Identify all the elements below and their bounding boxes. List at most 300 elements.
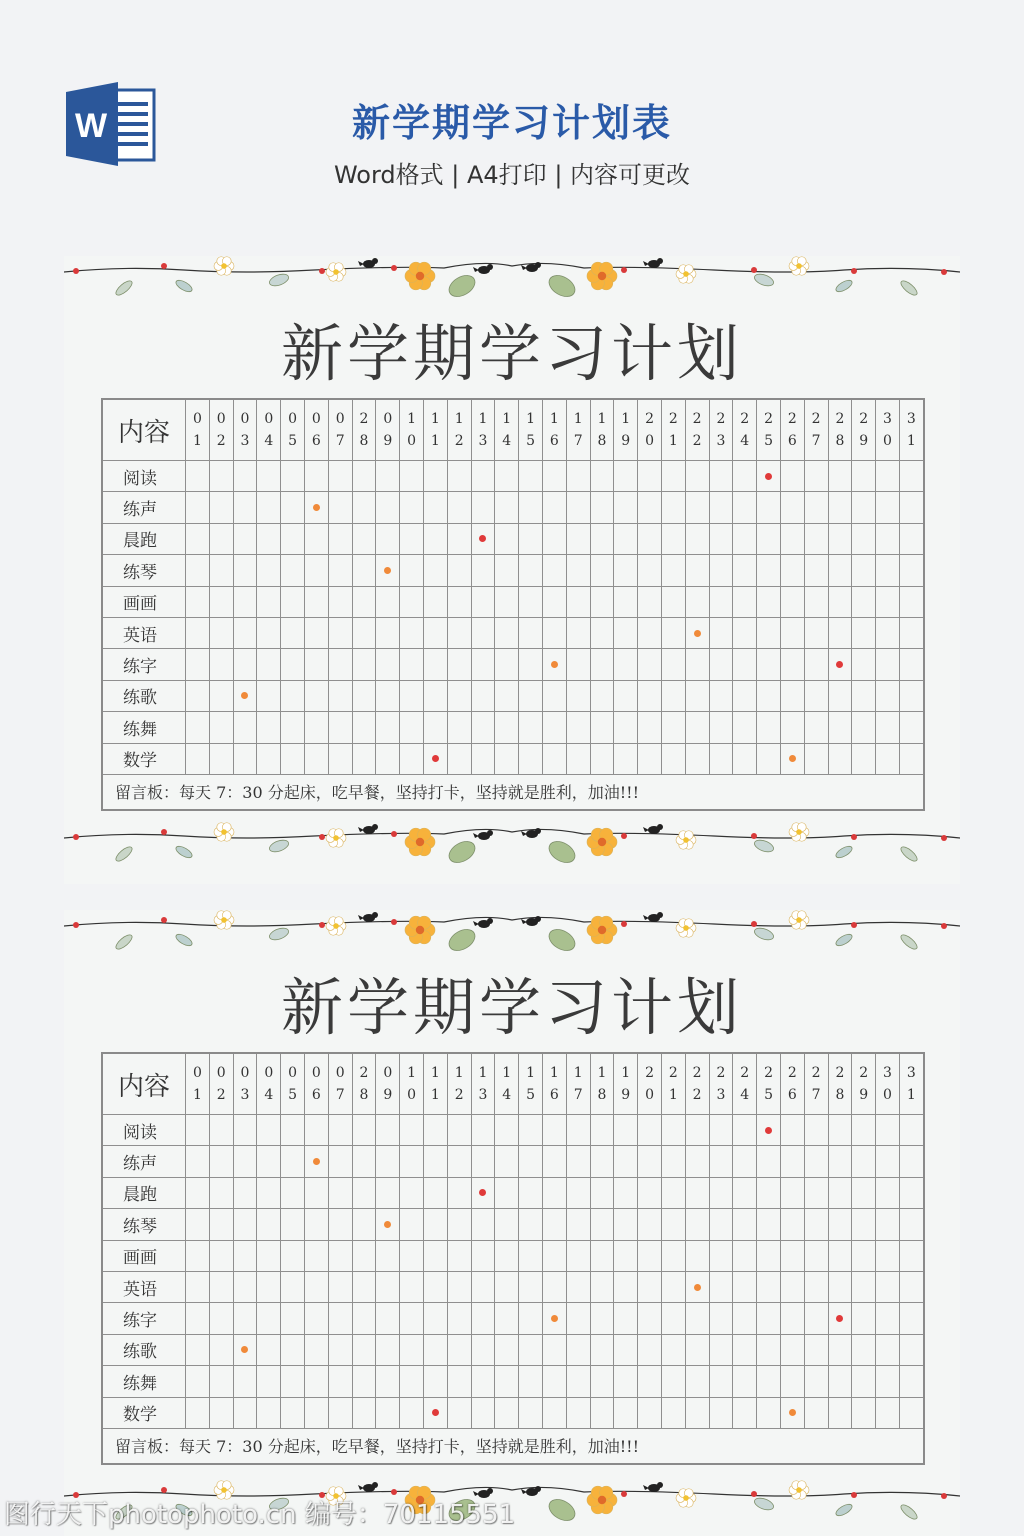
day-cell[interactable]	[328, 712, 352, 743]
day-cell[interactable]	[304, 1146, 328, 1177]
day-cell[interactable]	[400, 1334, 424, 1365]
day-cell[interactable]	[209, 617, 233, 648]
day-cell[interactable]	[233, 492, 257, 523]
day-cell[interactable]	[376, 1115, 400, 1146]
day-cell[interactable]	[495, 649, 519, 680]
day-cell[interactable]	[400, 1177, 424, 1208]
day-cell[interactable]	[471, 680, 495, 711]
day-cell[interactable]	[566, 680, 590, 711]
day-cell[interactable]	[566, 1115, 590, 1146]
day-cell[interactable]	[495, 1146, 519, 1177]
day-cell[interactable]	[876, 1177, 900, 1208]
day-cell[interactable]	[804, 1209, 828, 1240]
day-cell[interactable]	[447, 586, 471, 617]
day-cell[interactable]	[590, 523, 614, 554]
day-cell[interactable]	[209, 523, 233, 554]
day-cell[interactable]	[804, 1397, 828, 1428]
day-cell[interactable]	[328, 649, 352, 680]
day-cell[interactable]	[590, 492, 614, 523]
day-cell[interactable]	[209, 1209, 233, 1240]
day-cell[interactable]	[233, 680, 257, 711]
day-cell[interactable]	[186, 1397, 210, 1428]
day-cell[interactable]	[709, 1177, 733, 1208]
day-cell[interactable]	[566, 617, 590, 648]
day-cell[interactable]	[685, 680, 709, 711]
day-cell[interactable]	[257, 617, 281, 648]
day-cell[interactable]	[209, 1334, 233, 1365]
day-cell[interactable]	[304, 1271, 328, 1302]
day-cell[interactable]	[471, 1177, 495, 1208]
day-cell[interactable]	[281, 461, 305, 492]
day-cell[interactable]	[780, 1271, 804, 1302]
day-cell[interactable]	[780, 1366, 804, 1397]
day-cell[interactable]	[709, 555, 733, 586]
day-cell[interactable]	[899, 461, 923, 492]
day-cell[interactable]	[447, 743, 471, 774]
day-cell[interactable]	[328, 492, 352, 523]
day-cell[interactable]	[186, 1366, 210, 1397]
day-cell[interactable]	[804, 649, 828, 680]
day-cell[interactable]	[685, 712, 709, 743]
day-cell[interactable]	[828, 617, 852, 648]
day-cell[interactable]	[876, 1397, 900, 1428]
day-cell[interactable]	[614, 649, 638, 680]
day-cell[interactable]	[519, 1209, 543, 1240]
day-cell[interactable]	[661, 523, 685, 554]
day-cell[interactable]	[876, 1271, 900, 1302]
day-cell[interactable]	[685, 492, 709, 523]
day-cell[interactable]	[709, 1209, 733, 1240]
day-cell[interactable]	[423, 461, 447, 492]
day-cell[interactable]	[733, 1334, 757, 1365]
day-cell[interactable]	[828, 712, 852, 743]
day-cell[interactable]	[281, 1209, 305, 1240]
day-cell[interactable]	[780, 712, 804, 743]
day-cell[interactable]	[614, 461, 638, 492]
day-cell[interactable]	[209, 649, 233, 680]
day-cell[interactable]	[186, 712, 210, 743]
day-cell[interactable]	[804, 680, 828, 711]
day-cell[interactable]	[828, 1271, 852, 1302]
day-cell[interactable]	[661, 1177, 685, 1208]
day-cell[interactable]	[614, 1366, 638, 1397]
day-cell[interactable]	[828, 1146, 852, 1177]
day-cell[interactable]	[304, 649, 328, 680]
day-cell[interactable]	[780, 461, 804, 492]
day-cell[interactable]	[233, 1271, 257, 1302]
day-cell[interactable]	[257, 1271, 281, 1302]
day-cell[interactable]	[423, 1397, 447, 1428]
day-cell[interactable]	[828, 1240, 852, 1271]
day-cell[interactable]	[590, 1334, 614, 1365]
day-cell[interactable]	[447, 523, 471, 554]
day-cell[interactable]	[566, 1366, 590, 1397]
day-cell[interactable]	[423, 1334, 447, 1365]
day-cell[interactable]	[186, 1115, 210, 1146]
day-cell[interactable]	[209, 743, 233, 774]
day-cell[interactable]	[352, 1240, 376, 1271]
day-cell[interactable]	[757, 1334, 781, 1365]
day-cell[interactable]	[590, 1303, 614, 1334]
day-cell[interactable]	[709, 1334, 733, 1365]
day-cell[interactable]	[352, 743, 376, 774]
day-cell[interactable]	[590, 712, 614, 743]
day-cell[interactable]	[209, 712, 233, 743]
day-cell[interactable]	[519, 523, 543, 554]
day-cell[interactable]	[233, 1115, 257, 1146]
day-cell[interactable]	[733, 1271, 757, 1302]
day-cell[interactable]	[852, 1177, 876, 1208]
day-cell[interactable]	[614, 555, 638, 586]
day-cell[interactable]	[186, 523, 210, 554]
day-cell[interactable]	[233, 1177, 257, 1208]
day-cell[interactable]	[423, 1366, 447, 1397]
day-cell[interactable]	[281, 1146, 305, 1177]
day-cell[interactable]	[685, 1115, 709, 1146]
day-cell[interactable]	[304, 1334, 328, 1365]
day-cell[interactable]	[233, 586, 257, 617]
day-cell[interactable]	[566, 1177, 590, 1208]
day-cell[interactable]	[590, 1271, 614, 1302]
day-cell[interactable]	[519, 712, 543, 743]
day-cell[interactable]	[852, 1303, 876, 1334]
day-cell[interactable]	[899, 680, 923, 711]
day-cell[interactable]	[352, 1366, 376, 1397]
day-cell[interactable]	[304, 523, 328, 554]
day-cell[interactable]	[471, 555, 495, 586]
day-cell[interactable]	[495, 523, 519, 554]
day-cell[interactable]	[281, 555, 305, 586]
day-cell[interactable]	[685, 1240, 709, 1271]
day-cell[interactable]	[281, 1397, 305, 1428]
day-cell[interactable]	[566, 1240, 590, 1271]
day-cell[interactable]	[209, 1271, 233, 1302]
day-cell[interactable]	[447, 1177, 471, 1208]
day-cell[interactable]	[876, 1240, 900, 1271]
day-cell[interactable]	[257, 1303, 281, 1334]
day-cell[interactable]	[471, 649, 495, 680]
day-cell[interactable]	[542, 461, 566, 492]
day-cell[interactable]	[590, 586, 614, 617]
day-cell[interactable]	[233, 1366, 257, 1397]
day-cell[interactable]	[471, 523, 495, 554]
day-cell[interactable]	[186, 461, 210, 492]
day-cell[interactable]	[876, 461, 900, 492]
day-cell[interactable]	[661, 712, 685, 743]
day-cell[interactable]	[304, 1209, 328, 1240]
day-cell[interactable]	[257, 1240, 281, 1271]
day-cell[interactable]	[400, 586, 424, 617]
day-cell[interactable]	[733, 555, 757, 586]
day-cell[interactable]	[566, 461, 590, 492]
day-cell[interactable]	[328, 586, 352, 617]
day-cell[interactable]	[661, 1240, 685, 1271]
day-cell[interactable]	[328, 555, 352, 586]
day-cell[interactable]	[614, 1240, 638, 1271]
day-cell[interactable]	[495, 1177, 519, 1208]
day-cell[interactable]	[186, 1303, 210, 1334]
day-cell[interactable]	[757, 617, 781, 648]
day-cell[interactable]	[542, 1303, 566, 1334]
day-cell[interactable]	[542, 586, 566, 617]
day-cell[interactable]	[471, 617, 495, 648]
day-cell[interactable]	[804, 1303, 828, 1334]
day-cell[interactable]	[828, 1366, 852, 1397]
day-cell[interactable]	[257, 1334, 281, 1365]
day-cell[interactable]	[519, 555, 543, 586]
day-cell[interactable]	[257, 586, 281, 617]
day-cell[interactable]	[566, 586, 590, 617]
day-cell[interactable]	[352, 680, 376, 711]
day-cell[interactable]	[376, 743, 400, 774]
day-cell[interactable]	[757, 1271, 781, 1302]
day-cell[interactable]	[590, 617, 614, 648]
day-cell[interactable]	[233, 1303, 257, 1334]
day-cell[interactable]	[661, 649, 685, 680]
day-cell[interactable]	[733, 1177, 757, 1208]
day-cell[interactable]	[328, 1240, 352, 1271]
day-cell[interactable]	[638, 1115, 662, 1146]
day-cell[interactable]	[471, 1209, 495, 1240]
day-cell[interactable]	[757, 523, 781, 554]
day-cell[interactable]	[661, 1334, 685, 1365]
day-cell[interactable]	[899, 1397, 923, 1428]
day-cell[interactable]	[876, 586, 900, 617]
day-cell[interactable]	[352, 1146, 376, 1177]
day-cell[interactable]	[257, 680, 281, 711]
day-cell[interactable]	[400, 1115, 424, 1146]
day-cell[interactable]	[447, 680, 471, 711]
day-cell[interactable]	[447, 1240, 471, 1271]
day-cell[interactable]	[376, 1240, 400, 1271]
day-cell[interactable]	[400, 523, 424, 554]
day-cell[interactable]	[209, 1115, 233, 1146]
day-cell[interactable]	[209, 555, 233, 586]
day-cell[interactable]	[709, 1240, 733, 1271]
day-cell[interactable]	[186, 649, 210, 680]
day-cell[interactable]	[542, 1397, 566, 1428]
day-cell[interactable]	[471, 712, 495, 743]
day-cell[interactable]	[876, 1366, 900, 1397]
day-cell[interactable]	[709, 1397, 733, 1428]
day-cell[interactable]	[638, 492, 662, 523]
day-cell[interactable]	[447, 649, 471, 680]
day-cell[interactable]	[352, 1303, 376, 1334]
day-cell[interactable]	[899, 649, 923, 680]
day-cell[interactable]	[257, 1177, 281, 1208]
day-cell[interactable]	[400, 1303, 424, 1334]
day-cell[interactable]	[352, 523, 376, 554]
day-cell[interactable]	[304, 617, 328, 648]
day-cell[interactable]	[685, 586, 709, 617]
day-cell[interactable]	[186, 617, 210, 648]
day-cell[interactable]	[328, 1366, 352, 1397]
day-cell[interactable]	[614, 1334, 638, 1365]
day-cell[interactable]	[304, 586, 328, 617]
day-cell[interactable]	[757, 1209, 781, 1240]
day-cell[interactable]	[899, 712, 923, 743]
day-cell[interactable]	[352, 649, 376, 680]
day-cell[interactable]	[400, 461, 424, 492]
day-cell[interactable]	[304, 1397, 328, 1428]
day-cell[interactable]	[542, 1366, 566, 1397]
day-cell[interactable]	[638, 461, 662, 492]
day-cell[interactable]	[876, 1146, 900, 1177]
day-cell[interactable]	[423, 743, 447, 774]
day-cell[interactable]	[566, 1209, 590, 1240]
day-cell[interactable]	[233, 649, 257, 680]
day-cell[interactable]	[209, 1397, 233, 1428]
day-cell[interactable]	[423, 649, 447, 680]
day-cell[interactable]	[590, 649, 614, 680]
day-cell[interactable]	[685, 617, 709, 648]
day-cell[interactable]	[352, 492, 376, 523]
day-cell[interactable]	[304, 1115, 328, 1146]
day-cell[interactable]	[352, 1115, 376, 1146]
day-cell[interactable]	[542, 1240, 566, 1271]
day-cell[interactable]	[186, 586, 210, 617]
day-cell[interactable]	[542, 712, 566, 743]
day-cell[interactable]	[519, 1397, 543, 1428]
day-cell[interactable]	[804, 492, 828, 523]
day-cell[interactable]	[304, 680, 328, 711]
day-cell[interactable]	[876, 680, 900, 711]
day-cell[interactable]	[495, 1240, 519, 1271]
day-cell[interactable]	[519, 680, 543, 711]
day-cell[interactable]	[852, 586, 876, 617]
day-cell[interactable]	[376, 1303, 400, 1334]
day-cell[interactable]	[709, 1271, 733, 1302]
day-cell[interactable]	[614, 680, 638, 711]
day-cell[interactable]	[757, 555, 781, 586]
day-cell[interactable]	[899, 1177, 923, 1208]
day-cell[interactable]	[233, 617, 257, 648]
day-cell[interactable]	[757, 649, 781, 680]
day-cell[interactable]	[542, 523, 566, 554]
day-cell[interactable]	[733, 1366, 757, 1397]
day-cell[interactable]	[400, 1146, 424, 1177]
day-cell[interactable]	[519, 461, 543, 492]
day-cell[interactable]	[685, 555, 709, 586]
day-cell[interactable]	[566, 492, 590, 523]
day-cell[interactable]	[828, 1334, 852, 1365]
day-cell[interactable]	[685, 461, 709, 492]
day-cell[interactable]	[566, 555, 590, 586]
day-cell[interactable]	[519, 617, 543, 648]
day-cell[interactable]	[709, 1303, 733, 1334]
day-cell[interactable]	[757, 680, 781, 711]
day-cell[interactable]	[542, 555, 566, 586]
day-cell[interactable]	[638, 1209, 662, 1240]
day-cell[interactable]	[590, 1115, 614, 1146]
day-cell[interactable]	[709, 1115, 733, 1146]
day-cell[interactable]	[804, 1334, 828, 1365]
day-cell[interactable]	[852, 617, 876, 648]
day-cell[interactable]	[423, 1177, 447, 1208]
day-cell[interactable]	[733, 586, 757, 617]
day-cell[interactable]	[828, 680, 852, 711]
day-cell[interactable]	[495, 680, 519, 711]
day-cell[interactable]	[376, 523, 400, 554]
day-cell[interactable]	[495, 1366, 519, 1397]
day-cell[interactable]	[281, 586, 305, 617]
day-cell[interactable]	[257, 712, 281, 743]
day-cell[interactable]	[447, 1146, 471, 1177]
day-cell[interactable]	[471, 461, 495, 492]
day-cell[interactable]	[733, 492, 757, 523]
day-cell[interactable]	[233, 523, 257, 554]
day-cell[interactable]	[495, 1303, 519, 1334]
day-cell[interactable]	[495, 1209, 519, 1240]
day-cell[interactable]	[186, 1334, 210, 1365]
day-cell[interactable]	[447, 1397, 471, 1428]
day-cell[interactable]	[376, 617, 400, 648]
day-cell[interactable]	[590, 1240, 614, 1271]
day-cell[interactable]	[661, 1115, 685, 1146]
day-cell[interactable]	[233, 1397, 257, 1428]
day-cell[interactable]	[590, 1366, 614, 1397]
day-cell[interactable]	[757, 1177, 781, 1208]
day-cell[interactable]	[495, 1115, 519, 1146]
day-cell[interactable]	[757, 1366, 781, 1397]
day-cell[interactable]	[304, 492, 328, 523]
day-cell[interactable]	[447, 1271, 471, 1302]
day-cell[interactable]	[209, 461, 233, 492]
day-cell[interactable]	[352, 712, 376, 743]
day-cell[interactable]	[733, 1240, 757, 1271]
day-cell[interactable]	[733, 1115, 757, 1146]
day-cell[interactable]	[804, 743, 828, 774]
day-cell[interactable]	[852, 1115, 876, 1146]
day-cell[interactable]	[328, 523, 352, 554]
day-cell[interactable]	[495, 586, 519, 617]
day-cell[interactable]	[780, 680, 804, 711]
day-cell[interactable]	[186, 680, 210, 711]
day-cell[interactable]	[423, 1303, 447, 1334]
day-cell[interactable]	[709, 1366, 733, 1397]
day-cell[interactable]	[495, 1271, 519, 1302]
day-cell[interactable]	[709, 461, 733, 492]
day-cell[interactable]	[780, 1240, 804, 1271]
day-cell[interactable]	[733, 1209, 757, 1240]
day-cell[interactable]	[685, 1209, 709, 1240]
day-cell[interactable]	[328, 1271, 352, 1302]
day-cell[interactable]	[852, 743, 876, 774]
day-cell[interactable]	[661, 555, 685, 586]
day-cell[interactable]	[899, 1240, 923, 1271]
day-cell[interactable]	[590, 1146, 614, 1177]
day-cell[interactable]	[685, 1271, 709, 1302]
day-cell[interactable]	[328, 461, 352, 492]
day-cell[interactable]	[876, 1115, 900, 1146]
day-cell[interactable]	[519, 1303, 543, 1334]
day-cell[interactable]	[685, 743, 709, 774]
day-cell[interactable]	[638, 1303, 662, 1334]
day-cell[interactable]	[423, 555, 447, 586]
day-cell[interactable]	[804, 1240, 828, 1271]
day-cell[interactable]	[614, 586, 638, 617]
day-cell[interactable]	[614, 1146, 638, 1177]
day-cell[interactable]	[495, 617, 519, 648]
day-cell[interactable]	[471, 1366, 495, 1397]
day-cell[interactable]	[447, 1366, 471, 1397]
day-cell[interactable]	[852, 1146, 876, 1177]
day-cell[interactable]	[352, 586, 376, 617]
day-cell[interactable]	[638, 649, 662, 680]
day-cell[interactable]	[519, 1240, 543, 1271]
day-cell[interactable]	[209, 1240, 233, 1271]
day-cell[interactable]	[780, 492, 804, 523]
